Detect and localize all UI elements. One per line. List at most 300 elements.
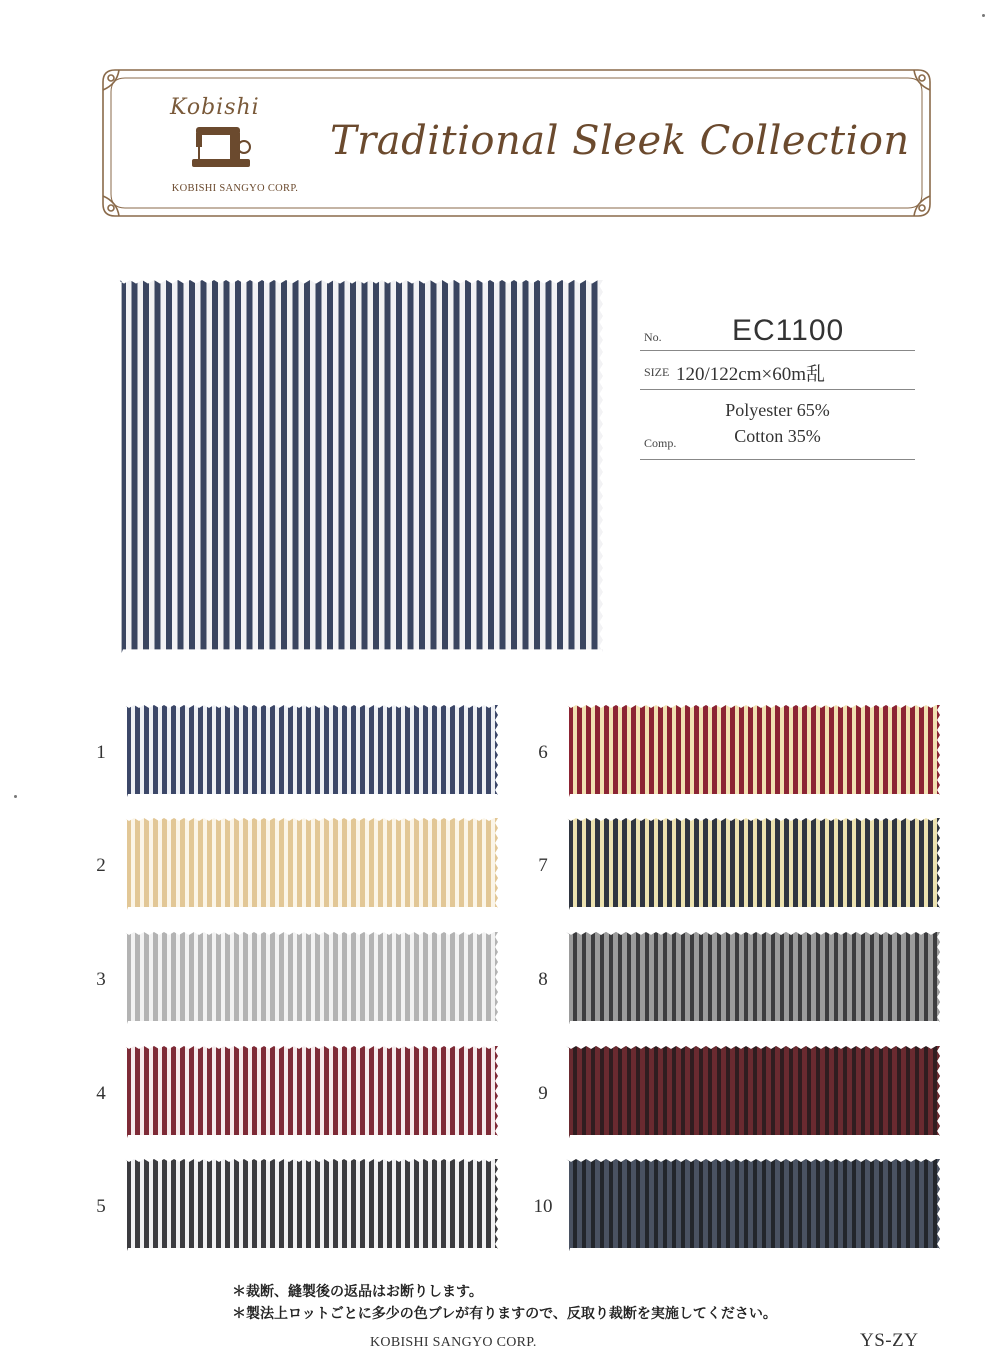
stripe — [892, 818, 897, 910]
stripe — [216, 705, 221, 797]
stripe — [775, 1046, 780, 1138]
stripe — [784, 818, 789, 910]
stripe — [333, 705, 338, 797]
swatch-weave — [566, 932, 940, 1024]
stripe — [297, 818, 302, 910]
stripe — [829, 1046, 834, 1138]
stripe — [577, 1046, 582, 1138]
stripe — [468, 705, 473, 797]
stripe — [270, 280, 276, 653]
swatch-weave — [124, 1046, 498, 1138]
stripe — [784, 1159, 789, 1251]
stripe — [649, 705, 654, 797]
stripe — [703, 705, 708, 797]
stripe — [385, 280, 391, 653]
stripe — [351, 818, 356, 910]
stripe — [901, 705, 906, 797]
stripe — [342, 932, 347, 1024]
stripe — [883, 1046, 888, 1138]
stripe — [315, 932, 320, 1024]
stripe — [378, 1046, 383, 1138]
stripe — [459, 932, 464, 1024]
stripe — [143, 280, 149, 653]
stripe — [739, 818, 744, 910]
stripe — [676, 1159, 681, 1251]
stripe — [468, 1159, 473, 1251]
stripe — [162, 932, 167, 1024]
stripe — [631, 818, 636, 910]
stripe — [865, 932, 870, 1024]
stripe — [459, 705, 464, 797]
stripe — [775, 818, 780, 910]
stripe — [333, 932, 338, 1024]
stripe — [189, 1159, 194, 1251]
stripe — [351, 705, 356, 797]
stripe — [180, 705, 185, 797]
stripe — [631, 1046, 636, 1138]
stripe — [135, 705, 140, 797]
stripe — [306, 818, 311, 910]
stripe — [162, 1159, 167, 1251]
stripe — [676, 932, 681, 1024]
swatch-weave — [124, 705, 498, 797]
stripe — [324, 818, 329, 910]
stripe — [171, 932, 176, 1024]
stripe — [793, 1046, 798, 1138]
stripe — [604, 1046, 609, 1138]
stripe — [261, 818, 266, 910]
stripe — [631, 932, 636, 1024]
stripe — [802, 932, 807, 1024]
stripe — [189, 705, 194, 797]
stripe — [811, 818, 816, 910]
stripe — [441, 705, 446, 797]
stripe — [288, 932, 293, 1024]
stripe — [604, 818, 609, 910]
stripe — [225, 932, 230, 1024]
stripe — [477, 818, 482, 910]
stripe — [288, 818, 293, 910]
stripe — [288, 705, 293, 797]
stripe — [235, 280, 241, 653]
stripe — [132, 280, 138, 653]
stripe — [252, 705, 257, 797]
stripe — [739, 1159, 744, 1251]
color-swatch-5 — [124, 1159, 498, 1251]
stripe — [739, 705, 744, 797]
stripe — [703, 1046, 708, 1138]
stripe — [676, 705, 681, 797]
stripe — [324, 1046, 329, 1138]
stripe — [775, 932, 780, 1024]
stripe — [225, 1159, 230, 1251]
stripe — [342, 818, 347, 910]
stripe — [378, 1159, 383, 1251]
stripe — [586, 818, 591, 910]
stripe — [166, 280, 172, 653]
stripe — [369, 705, 374, 797]
stripe — [766, 1046, 771, 1138]
stripe — [486, 705, 491, 797]
stripe — [225, 1046, 230, 1138]
stripe — [360, 1159, 365, 1251]
color-swatch-6 — [566, 705, 940, 797]
stripe — [649, 1046, 654, 1138]
stripe — [640, 1159, 645, 1251]
stripe — [937, 705, 940, 797]
stripe — [225, 818, 230, 910]
stripe — [937, 1046, 940, 1138]
stripe — [649, 932, 654, 1024]
stripe — [315, 818, 320, 910]
swatch-weave — [118, 280, 603, 653]
spec-row-number — [640, 310, 915, 351]
stripe — [369, 1046, 374, 1138]
stripe — [685, 1159, 690, 1251]
stripe — [486, 1046, 491, 1138]
stripe — [477, 1159, 482, 1251]
color-swatch-8 — [566, 932, 940, 1024]
stripe — [658, 932, 663, 1024]
stripe — [234, 705, 239, 797]
stripe — [577, 932, 582, 1024]
stripe — [847, 705, 852, 797]
stripe — [838, 705, 843, 797]
stripe — [622, 932, 627, 1024]
stripe — [811, 932, 816, 1024]
stripe — [369, 1159, 374, 1251]
stripe — [784, 1046, 789, 1138]
stripe — [423, 818, 428, 910]
stripe — [288, 1046, 293, 1138]
stripe — [811, 705, 816, 797]
stripe — [766, 818, 771, 910]
stripe — [856, 1046, 861, 1138]
stripe — [360, 932, 365, 1024]
stripe — [874, 1159, 879, 1251]
stripe — [450, 818, 455, 910]
stripe — [339, 280, 345, 653]
stripe — [613, 705, 618, 797]
stripe — [432, 932, 437, 1024]
stripe — [135, 818, 140, 910]
stripe — [631, 705, 636, 797]
stripe — [207, 818, 212, 910]
swatch-number: 6 — [538, 742, 548, 763]
stripe — [387, 1159, 392, 1251]
stripe — [414, 932, 419, 1024]
stripe — [586, 1046, 591, 1138]
stripe — [153, 1159, 158, 1251]
stripe — [667, 932, 672, 1024]
footer-code: YS-ZY — [860, 1330, 919, 1351]
swatch-weave — [566, 1159, 940, 1251]
stripe — [450, 705, 455, 797]
stripe — [901, 1159, 906, 1251]
stripe — [288, 1159, 293, 1251]
stripe — [441, 1046, 446, 1138]
stripe — [207, 1046, 212, 1138]
stripe — [234, 932, 239, 1024]
spec-row-size — [640, 351, 915, 390]
color-swatch-9 — [566, 1046, 940, 1138]
stripe — [315, 705, 320, 797]
stripe — [414, 1046, 419, 1138]
stripe — [586, 705, 591, 797]
stripe — [748, 1046, 753, 1138]
stripe — [306, 932, 311, 1024]
stripe — [423, 932, 428, 1024]
stripe — [802, 818, 807, 910]
stripe — [212, 280, 218, 653]
swatch-weave — [124, 932, 498, 1024]
stripe — [820, 1046, 825, 1138]
stripe — [865, 1159, 870, 1251]
stripe — [766, 1159, 771, 1251]
stripe — [297, 1046, 302, 1138]
stripe — [613, 1159, 618, 1251]
swatch-number: 3 — [96, 969, 106, 990]
color-swatch-3 — [124, 932, 498, 1024]
stripe — [279, 1046, 284, 1138]
stripe — [856, 705, 861, 797]
stripe — [730, 932, 735, 1024]
stripe — [144, 818, 149, 910]
stripe — [360, 818, 365, 910]
stripe — [201, 280, 207, 653]
stripe — [207, 932, 212, 1024]
stripe — [405, 932, 410, 1024]
stripe — [306, 1159, 311, 1251]
stripe — [658, 705, 663, 797]
stripe — [739, 932, 744, 1024]
stripe — [405, 1159, 410, 1251]
stripe — [712, 1046, 717, 1138]
stripe — [712, 818, 717, 910]
stripe — [408, 280, 414, 653]
stripe — [910, 705, 915, 797]
stripe — [405, 705, 410, 797]
stripe — [685, 932, 690, 1024]
stripe — [387, 818, 392, 910]
stripe — [126, 705, 131, 797]
stripe — [820, 932, 825, 1024]
stripe — [523, 280, 529, 653]
stripe — [144, 705, 149, 797]
stripe — [910, 818, 915, 910]
stripe — [534, 280, 540, 653]
stripe — [838, 818, 843, 910]
stripe — [419, 280, 425, 653]
stripe — [342, 705, 347, 797]
spec-size-value: 120/122cm×60m乱 — [676, 364, 825, 385]
stripe — [730, 705, 735, 797]
brand-corp-name: KOBISHI SANGYO CORP. — [171, 183, 299, 194]
stripe — [919, 705, 924, 797]
swatch-number: 1 — [96, 742, 106, 763]
stripe — [865, 818, 870, 910]
footer-corp-name: KOBISHI SANGYO CORP. — [370, 1335, 537, 1350]
stripe — [396, 1159, 401, 1251]
stripe — [937, 818, 940, 910]
stripe — [838, 1046, 843, 1138]
stripe — [155, 280, 161, 653]
stripe — [442, 280, 448, 653]
stripe — [640, 818, 645, 910]
stripe — [568, 818, 573, 910]
swatch-number: 2 — [96, 855, 106, 876]
stripe — [171, 1046, 176, 1138]
stripe — [279, 705, 284, 797]
scan-speck — [14, 795, 17, 798]
stripe — [465, 280, 471, 653]
stripe — [667, 705, 672, 797]
stripe — [486, 818, 491, 910]
stripe — [694, 932, 699, 1024]
stripe — [829, 705, 834, 797]
stripe — [369, 932, 374, 1024]
stripe — [495, 1159, 498, 1251]
stripe — [486, 1159, 491, 1251]
stripe — [126, 932, 131, 1024]
stripe — [270, 1159, 275, 1251]
stripe — [351, 932, 356, 1024]
swatch-number: 7 — [538, 855, 548, 876]
stripe — [685, 1046, 690, 1138]
stripe — [595, 705, 600, 797]
stripe — [694, 1046, 699, 1138]
stripe — [270, 932, 275, 1024]
stripe — [488, 280, 494, 653]
stripe — [350, 280, 356, 653]
stripe — [324, 705, 329, 797]
stripe — [892, 932, 897, 1024]
stripe — [568, 1046, 573, 1138]
stripe — [144, 1159, 149, 1251]
stripe — [396, 280, 402, 653]
spec-table — [640, 310, 915, 460]
stripe — [477, 280, 483, 653]
stripe — [829, 1159, 834, 1251]
stripe — [757, 1046, 762, 1138]
stripe — [198, 818, 203, 910]
stripe — [640, 705, 645, 797]
stripe — [793, 1159, 798, 1251]
stripe — [180, 1159, 185, 1251]
stripe — [901, 932, 906, 1024]
stripe — [396, 818, 401, 910]
stripe — [261, 705, 266, 797]
stripe — [856, 1159, 861, 1251]
stripe — [180, 818, 185, 910]
stripe — [874, 818, 879, 910]
stripe — [162, 1046, 167, 1138]
stripe — [369, 818, 374, 910]
stripe — [919, 932, 924, 1024]
stripe — [919, 1046, 924, 1138]
stripe — [730, 818, 735, 910]
stripe — [667, 1159, 672, 1251]
stripe — [757, 1159, 762, 1251]
swatch-number: 5 — [96, 1196, 106, 1217]
stripe — [198, 932, 203, 1024]
stripe — [649, 818, 654, 910]
stripe — [856, 932, 861, 1024]
scan-speck — [982, 14, 985, 17]
stripe — [721, 705, 726, 797]
spec-number-label: No. — [644, 330, 662, 344]
stripe — [293, 280, 299, 653]
stripe — [883, 818, 888, 910]
stripe — [557, 280, 563, 653]
stripe — [270, 705, 275, 797]
stripe — [937, 1159, 940, 1251]
stripe — [495, 705, 498, 797]
stripe — [333, 1159, 338, 1251]
stripe — [820, 1159, 825, 1251]
stripe — [224, 280, 230, 653]
stripe — [685, 818, 690, 910]
stripe — [396, 1046, 401, 1138]
stripe — [694, 705, 699, 797]
stripe — [694, 818, 699, 910]
stripe — [712, 1159, 717, 1251]
stripe — [910, 1046, 915, 1138]
stripe — [874, 705, 879, 797]
stripe — [258, 280, 264, 653]
stripe — [180, 932, 185, 1024]
stripe — [261, 932, 266, 1024]
stripe — [454, 280, 460, 653]
stripe — [757, 932, 762, 1024]
stripe — [216, 1046, 221, 1138]
swatch-number: 8 — [538, 969, 548, 990]
stripe — [207, 705, 212, 797]
stripe — [243, 818, 248, 910]
stripe — [450, 1159, 455, 1251]
stripe — [414, 818, 419, 910]
stripe — [171, 1159, 176, 1251]
stripe — [838, 1159, 843, 1251]
stripe — [640, 1046, 645, 1138]
swatch-weave — [566, 705, 940, 797]
stripe — [387, 705, 392, 797]
stripe — [495, 932, 498, 1024]
stripe — [189, 818, 194, 910]
stripe — [216, 818, 221, 910]
stripe — [135, 1046, 140, 1138]
stripe — [712, 932, 717, 1024]
stripe — [595, 818, 600, 910]
stripe — [757, 818, 762, 910]
stripe — [362, 280, 368, 653]
stripe — [580, 280, 586, 653]
stripe — [595, 932, 600, 1024]
stripe — [297, 1159, 302, 1251]
stripe — [892, 1159, 897, 1251]
stripe — [342, 1046, 347, 1138]
stripe — [595, 1046, 600, 1138]
stripe — [405, 1046, 410, 1138]
stripe — [153, 932, 158, 1024]
stripe — [171, 705, 176, 797]
stripe — [423, 1046, 428, 1138]
stripe — [459, 1046, 464, 1138]
stripe — [270, 818, 275, 910]
stripe — [126, 1159, 131, 1251]
stripe — [811, 1159, 816, 1251]
stripe — [847, 1046, 852, 1138]
